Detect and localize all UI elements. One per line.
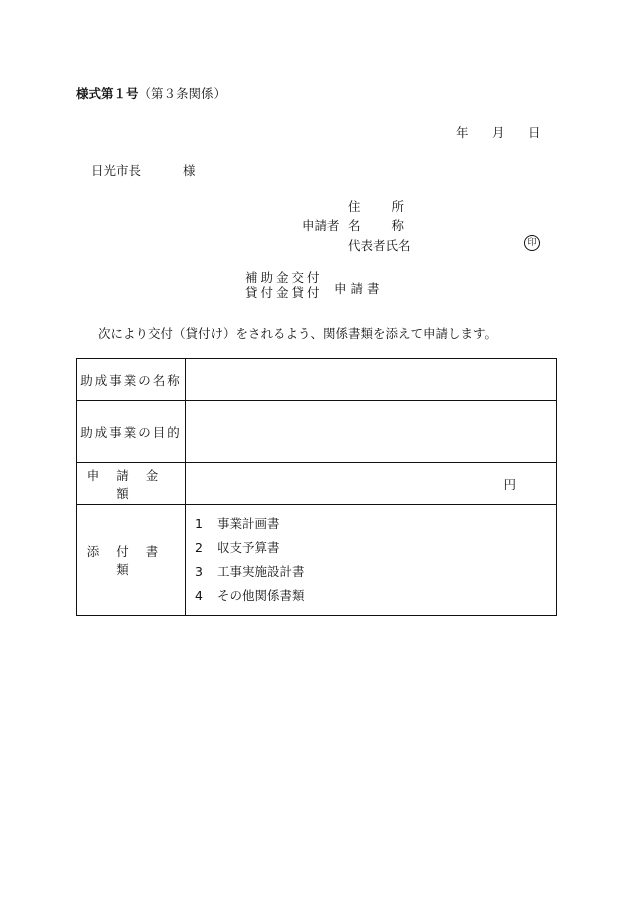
list-item bbox=[195, 584, 556, 608]
list-item-number: 2 bbox=[195, 540, 203, 555]
attachments-cell bbox=[186, 505, 557, 616]
seal-mark: 印 bbox=[524, 235, 540, 251]
date-day: 日 bbox=[528, 125, 541, 140]
attachments-label: 添付書類 bbox=[77, 505, 186, 616]
attachments-list bbox=[186, 512, 556, 608]
list-item-text: 事業計画書 bbox=[217, 516, 280, 531]
document-title-suffix: 申請書 bbox=[334, 281, 384, 296]
title-line-subsidy: 補助金交付 bbox=[245, 270, 323, 285]
list-item bbox=[195, 560, 556, 584]
application-table bbox=[76, 358, 557, 616]
list-item bbox=[195, 536, 556, 560]
table-row bbox=[77, 505, 557, 616]
name-label: 名 称 bbox=[348, 218, 407, 233]
list-item-text: 工事実施設計書 bbox=[217, 564, 305, 579]
addressee-honorific: 様 bbox=[183, 163, 196, 178]
list-item-text: その他関係書類 bbox=[217, 588, 305, 603]
applicant-label: 申請者 bbox=[302, 218, 340, 233]
project-name-label: 助成事業の名称 bbox=[77, 359, 186, 401]
project-purpose-value[interactable] bbox=[186, 401, 557, 463]
amount-value[interactable] bbox=[186, 463, 557, 505]
form-number-article: （第３条関係） bbox=[138, 86, 227, 101]
table-row bbox=[77, 401, 557, 463]
application-statement: 次により交付（貸付け）をされるよう、関係書類を添えて申請します。 bbox=[98, 326, 498, 341]
date-month: 月 bbox=[492, 125, 505, 140]
amount-label: 申請金額 bbox=[77, 463, 186, 505]
list-item bbox=[195, 512, 556, 536]
form-number bbox=[76, 84, 226, 102]
title-line-loan: 貸付金貸付 bbox=[245, 285, 323, 300]
project-purpose-label: 助成事業の目的 bbox=[77, 401, 186, 463]
document-title-options bbox=[245, 270, 323, 300]
list-item-number: 1 bbox=[195, 516, 203, 531]
list-item-number: 4 bbox=[195, 588, 203, 603]
addressee-name: 日光市長 bbox=[91, 163, 142, 178]
yen-unit: 円 bbox=[503, 476, 516, 492]
list-item-number: 3 bbox=[195, 564, 203, 579]
address-label: 住 所 bbox=[348, 199, 407, 214]
project-name-value[interactable] bbox=[186, 359, 557, 401]
table-row bbox=[77, 359, 557, 401]
form-number-main: 様式第１号 bbox=[76, 86, 139, 101]
list-item-text: 収支予算書 bbox=[217, 540, 280, 555]
date-year: 年 bbox=[456, 125, 469, 140]
table-row bbox=[77, 463, 557, 505]
representative-label: 代表者氏名 bbox=[348, 238, 411, 253]
